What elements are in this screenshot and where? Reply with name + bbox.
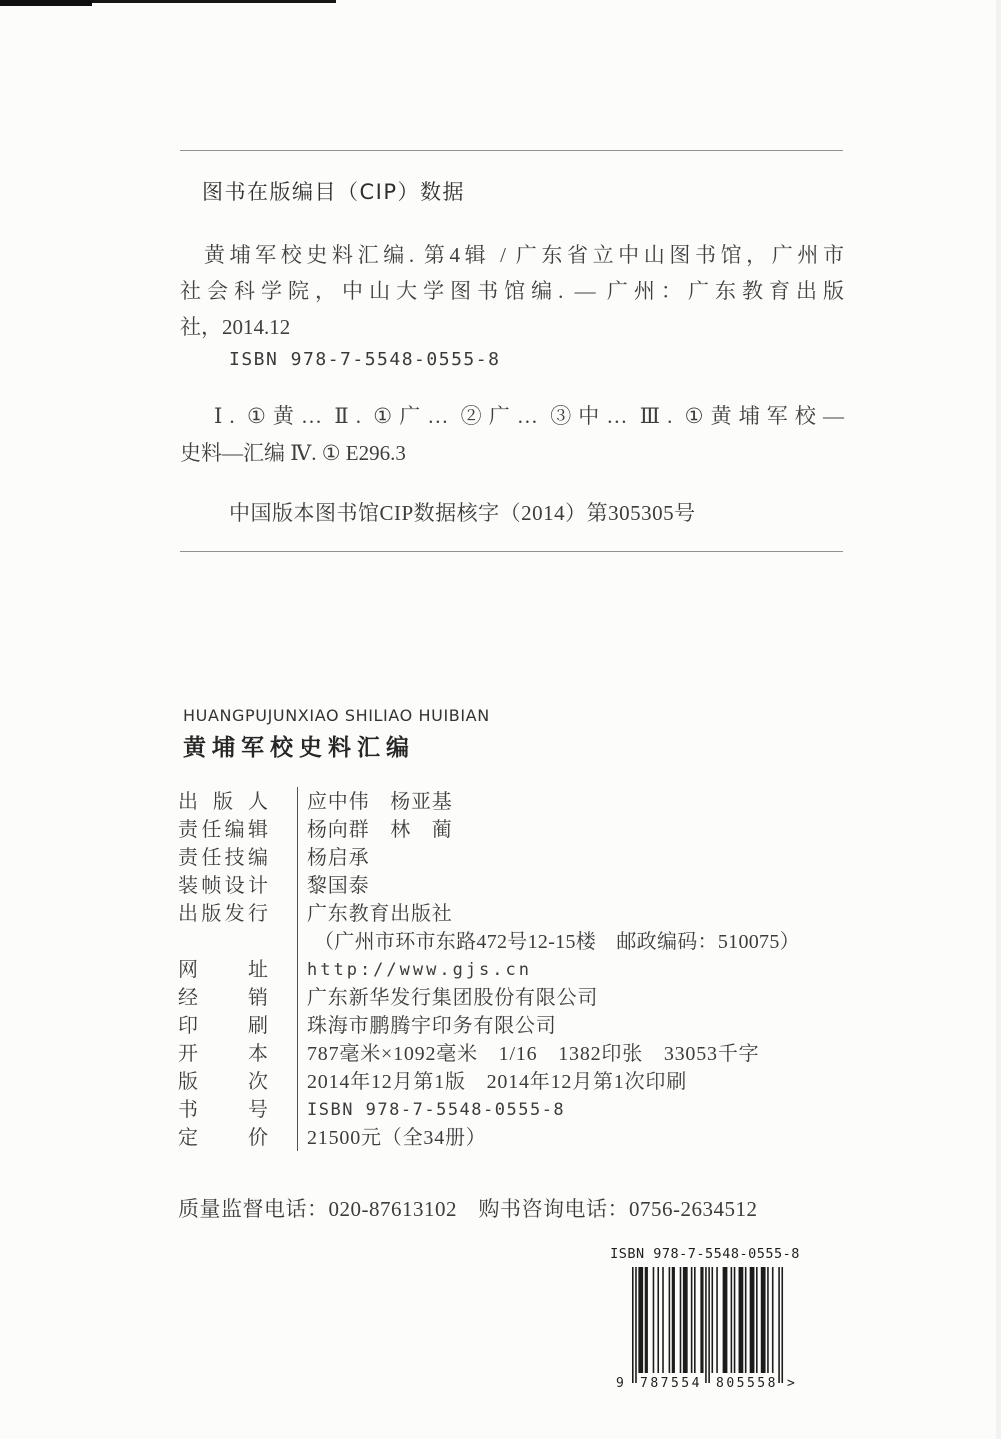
table-row-website xyxy=(178,956,850,984)
barcode-block xyxy=(610,1246,802,1393)
cip-top-rule xyxy=(180,150,843,151)
row-value: 杨启承 xyxy=(307,847,370,869)
row-value: 2014年12月第1版 2014年12月第1次印刷 xyxy=(307,1071,687,1093)
barcode-isbn-text: ISBN 978-7-5548-0555-8 xyxy=(610,1246,800,1262)
table-row-publisher-address xyxy=(178,928,850,956)
cip-description-line2: 社会科学院，中山大学图书馆编. — 广州：广东教育出版 xyxy=(180,279,844,303)
row-value: 应中伟 杨亚基 xyxy=(307,791,453,813)
table-row-technical-editor xyxy=(178,844,850,872)
cip-isbn: ISBN 978-7-5548-0555-8 xyxy=(229,349,501,370)
scan-corner-artifact xyxy=(0,0,92,6)
row-value: 广东教育出版社 xyxy=(307,903,453,925)
row-label: 印 刷 xyxy=(178,1015,268,1037)
row-label: 出版发行 xyxy=(178,903,268,925)
row-label xyxy=(178,928,268,956)
row-value: 21500元（全34册） xyxy=(307,1127,487,1149)
row-value: http://www.gjs.cn xyxy=(307,960,532,980)
table-row-isbn xyxy=(178,1096,850,1124)
cip-description-line3: 社，2014.12 xyxy=(180,315,291,339)
book-title: 黄埔军校史料汇编 xyxy=(183,735,415,761)
row-label: 装帧设计 xyxy=(178,875,268,897)
table-row-format xyxy=(178,1040,850,1068)
barcode-digit-first: 9 xyxy=(616,1376,624,1391)
row-label: 出 版 人 xyxy=(178,791,268,813)
scan-right-band xyxy=(996,0,1001,1439)
cip-classification-line1: Ⅰ. ①黄… Ⅱ. ①广… ②广… ③中… Ⅲ. ①黄埔军校— xyxy=(214,404,844,428)
table-row-cover-design xyxy=(178,872,850,900)
table-row-distributor xyxy=(178,984,850,1012)
cip-heading: 图书在版编目（CIP）数据 xyxy=(202,180,466,204)
row-label: 定 价 xyxy=(178,1127,268,1149)
table-row-publisher xyxy=(178,900,850,928)
cip-description-line1: 黄埔军校史料汇编. 第4辑 / 广东省立中山图书馆，广州市 xyxy=(204,243,844,267)
row-value: 杨向群 林 蔺 xyxy=(307,819,453,841)
barcode-digit-group2: 805558 xyxy=(716,1376,778,1391)
row-value: 珠海市鹏腾宇印务有限公司 xyxy=(307,1015,557,1037)
table-row-publisher-person xyxy=(178,788,850,816)
row-label: 开 本 xyxy=(178,1043,268,1065)
cip-classification-line2: 史料—汇编 Ⅳ. ① E296.3 xyxy=(180,441,406,465)
colophon-table xyxy=(178,788,850,1152)
row-label: 书 号 xyxy=(178,1099,268,1121)
row-label: 版 次 xyxy=(178,1071,268,1093)
barcode-suffix: > xyxy=(787,1376,795,1391)
row-label: 网 址 xyxy=(178,959,268,981)
row-value: （广州市环市东路472号12-15楼 邮政编码：510075） xyxy=(314,931,800,953)
cip-classification xyxy=(180,398,844,472)
cip-description xyxy=(180,237,844,345)
cip-record-number: 中国版本图书馆CIP数据核字（2014）第305305号 xyxy=(229,501,696,525)
table-row-edition xyxy=(178,1068,850,1096)
row-label: 经 销 xyxy=(178,987,268,1009)
table-row-printer xyxy=(178,1012,850,1040)
row-value: 黎国泰 xyxy=(307,875,370,897)
barcode-digit-group1: 787554 xyxy=(640,1376,702,1391)
cip-bottom-rule xyxy=(180,551,843,552)
service-phone-line: 质量监督电话：020-87613102 购书咨询电话：0756-2634512 xyxy=(178,1197,758,1221)
row-value: 787毫米×1092毫米 1/16 1382印张 33053千字 xyxy=(307,1043,760,1065)
table-row-editor xyxy=(178,816,850,844)
row-label: 责任编辑 xyxy=(178,819,268,841)
row-label: 责任技编 xyxy=(178,847,268,869)
row-value: ISBN 978-7-5548-0555-8 xyxy=(307,1100,566,1120)
row-value: 广东新华发行集团股份有限公司 xyxy=(307,987,599,1009)
table-row-price xyxy=(178,1124,850,1152)
pinyin-title: HUANGPUJUNXIAO SHILIAO HUIBIAN xyxy=(183,706,490,725)
ean13-barcode-icon xyxy=(610,1265,800,1393)
